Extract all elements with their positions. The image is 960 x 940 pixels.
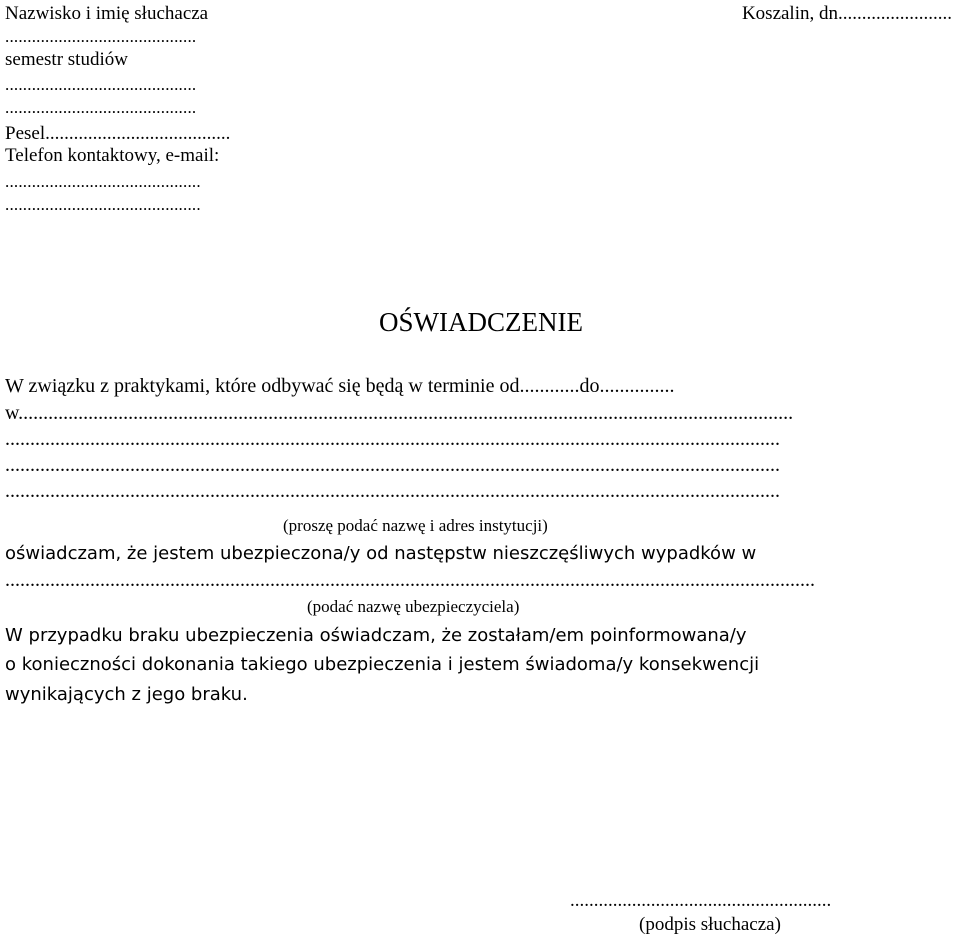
- signature-field-dots[interactable]: .......................................................: [570, 890, 832, 911]
- no-insurance-text-1: W przypadku braku ubezpieczenia oświadczam, że zostałam/em poinformowana/y: [5, 625, 747, 646]
- pesel-field[interactable]: Pesel.......................................: [5, 123, 231, 144]
- no-insurance-text-2: o konieczności dokonania takiego ubezpieczenia i jestem świadoma/y konsekwencji: [5, 654, 760, 675]
- institution-field-line-3[interactable]: ...........................................................................................................................................................: [5, 455, 780, 475]
- internship-period-line[interactable]: W związku z praktykami, które odbywać się będą w terminie od............do...............: [5, 375, 675, 397]
- name-label: Nazwisko i imię słuchacza: [5, 3, 209, 24]
- contact-field-dots-2[interactable]: ............................................: [5, 195, 201, 214]
- contact-field-dots[interactable]: ............................................: [5, 172, 201, 191]
- institution-field-line-1[interactable]: w...........................................................................................................................................................: [5, 403, 794, 423]
- institution-field-line-2[interactable]: ...........................................................................................................................................................: [5, 429, 780, 449]
- no-insurance-text-3: wynikających z jego braku.: [5, 684, 248, 705]
- institution-field-line-4[interactable]: ...........................................................................................................................................................: [5, 481, 780, 501]
- document-title: OŚWIADCZENIE: [379, 307, 583, 337]
- insurer-field-dots[interactable]: ..................................................................................................................................................................: [5, 570, 815, 590]
- semester-field-dots[interactable]: ...........................................: [5, 75, 197, 94]
- name-field-dots[interactable]: ...........................................: [5, 27, 197, 46]
- contact-label: Telefon kontaktowy, e-mail:: [5, 145, 220, 166]
- insurer-hint: (podać nazwę ubezpieczyciela): [307, 597, 520, 616]
- institution-hint: (proszę podać nazwę i adres instytucji): [283, 516, 548, 535]
- semester-field-dots-2[interactable]: ...........................................: [5, 98, 197, 117]
- place-date-field[interactable]: Koszalin, dn........................: [741, 3, 952, 24]
- semester-label: semestr studiów: [5, 49, 128, 70]
- signature-label: (podpis słuchacza): [639, 914, 781, 935]
- insurance-statement: oświadczam, że jestem ubezpieczona/y od następstw nieszczęśliwych wypadków w: [5, 543, 757, 564]
